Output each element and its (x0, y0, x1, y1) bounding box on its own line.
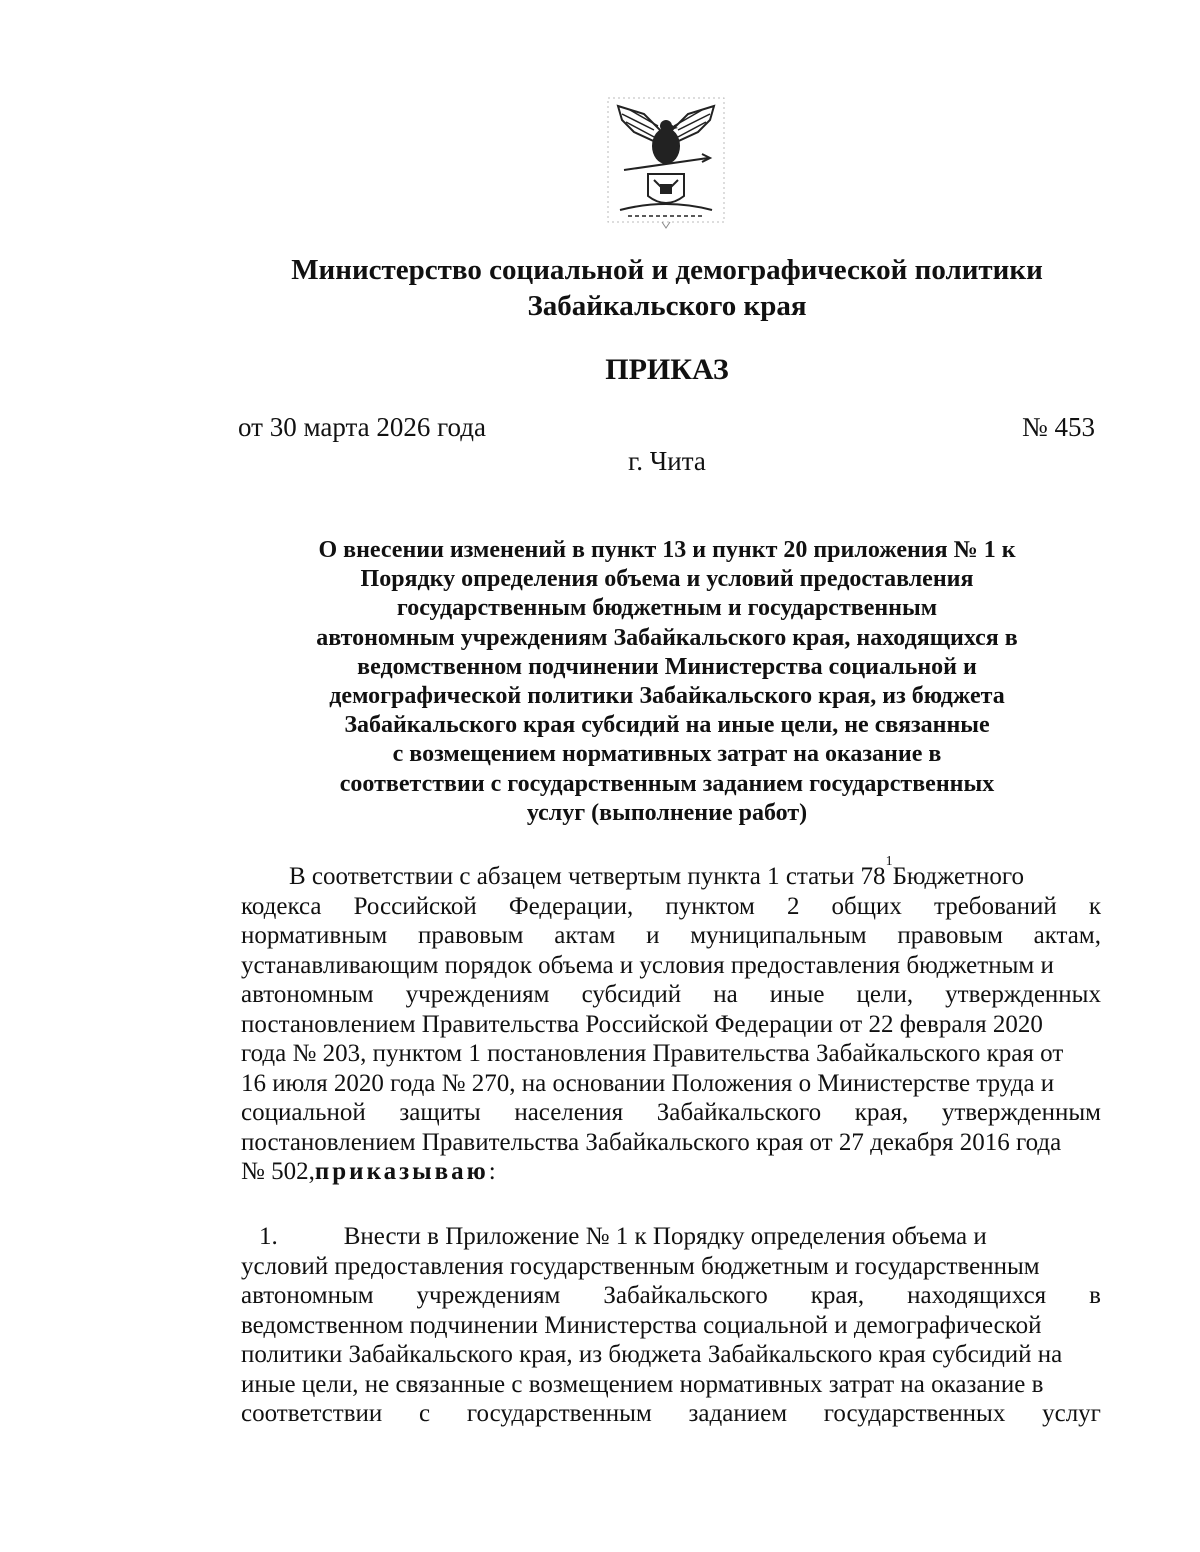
item-number: 1. (259, 1223, 278, 1250)
body-line: условий предоставления государственным бюджетным и государственным (241, 1252, 1040, 1280)
title-line: демографической политики Забайкальского края, из бюджета (329, 683, 1005, 710)
eagle-emblem-icon (604, 92, 728, 230)
title-line: Забайкальского края субсидий на иные цели, не связанные (344, 712, 990, 739)
document-number: № 453 (1021, 412, 1095, 442)
document-title (250, 536, 1084, 828)
body-line: В соответствии с абзацем четвертым пункта 1 статьи 78 1 Бюджетного (289, 854, 1025, 890)
ministry-name (200, 252, 1134, 324)
body-line-justified: социальной защиты населения Забайкальского края, утвержденным (241, 1099, 1101, 1126)
document-city: г. Чита (628, 446, 706, 476)
body-line-justified: автономным учреждениям Забайкальского края, находящихся в (241, 1282, 1101, 1309)
body-line: устанавливающим порядок объема и условия предоставления бюджетным и (241, 951, 1054, 979)
document-type: ПРИКАЗ (605, 353, 729, 386)
title-line: государственным бюджетным и государственным (396, 595, 938, 622)
preamble-paragraph (241, 854, 1101, 1187)
body-line: 16 июля 2020 года № 270, на основании Положения о Министерстве труда и (241, 1069, 1055, 1097)
body-line: ведомственном подчинении Министерства социальной и демографической (241, 1311, 1042, 1339)
item-1-paragraph (241, 1222, 1101, 1429)
body-line: постановлением Правительства Российской Федерации от 22 февраля 2020 (241, 1010, 1043, 1038)
body-line-justified: нормативным правовым актам и муниципальным правовым актам, (241, 922, 1101, 949)
body-line: 1. Внести в Приложение № 1 к Порядку определения объема и (259, 1223, 987, 1250)
title-line: услуг (выполнение работ) (526, 799, 808, 826)
document-date: от 30 марта 2026 года (238, 412, 486, 442)
title-line: соответствии с государственным заданием государственных (339, 770, 995, 797)
body-line-justified: автономным учреждениям субсидий на иные цели, утвержденных (241, 981, 1101, 1008)
title-line: Порядку определения объема и условий предоставления (360, 566, 974, 593)
body-line: постановлением Правительства Забайкальского края от 27 декабря 2016 года (241, 1128, 1062, 1156)
order-verb: приказываю (314, 1158, 489, 1185)
body-line: иные цели, не связанные с возмещением нормативных затрат на оказание в (241, 1370, 1044, 1398)
ministry-name-line2: Забайкальского края (527, 290, 807, 322)
ministry-name-line1: Министерство социальной и демографической политики (291, 254, 1043, 286)
title-line: автономным учреждениям Забайкальского края, находящихся в (316, 624, 1018, 651)
body-line-justified: кодекса Российской Федерации, пунктом 2 общих требований к (241, 892, 1101, 920)
title-line: ведомственном подчинении Министерства социальной и (357, 653, 977, 680)
body-line: года № 203, пунктом 1 постановления Правительства Забайкальского края от (241, 1040, 1064, 1067)
body-line: политики Забайкальского края, из бюджета Забайкальского края субсидий на (241, 1341, 1063, 1368)
title-line: О внесении изменений в пункт 13 и пункт 20 приложения № 1 к (318, 537, 1016, 563)
body-line-justified: соответствии с государственным заданием государственных услуг (241, 1400, 1101, 1427)
title-line: с возмещением нормативных затрат на оказание в (392, 741, 942, 768)
body-line: № 502, приказываю : (241, 1158, 496, 1185)
